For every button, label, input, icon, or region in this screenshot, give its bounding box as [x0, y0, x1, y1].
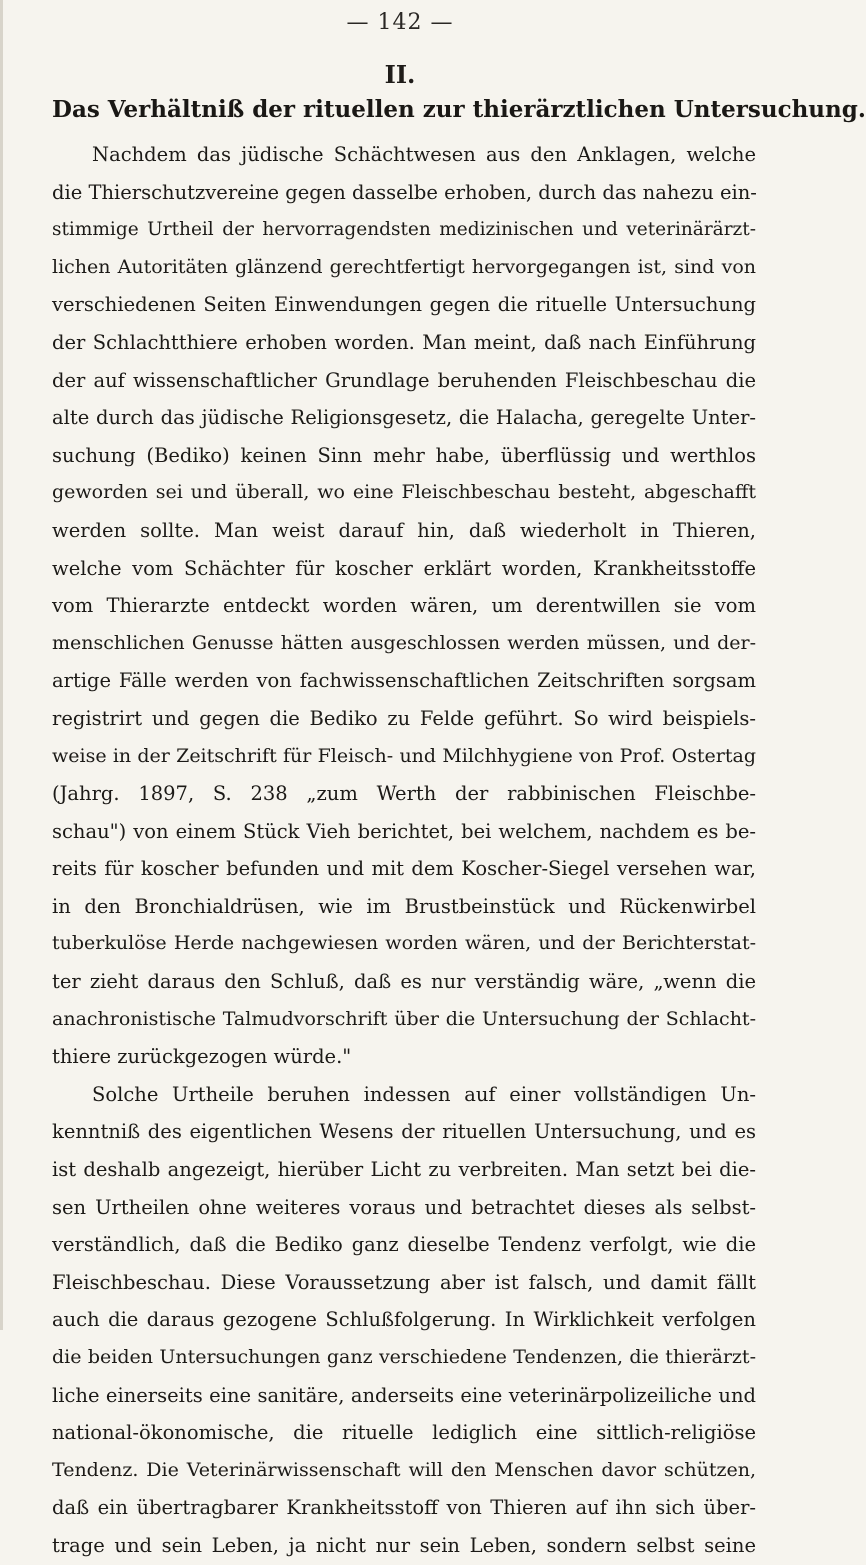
text-line: daß ein übertragbarer Krankheitsstoff von Thieren auf ihn sich über- — [52, 1496, 756, 1520]
text-line: ist deshalb angezeigt, hierüber Licht zu verbreiten. Man setzt bei die- — [52, 1158, 756, 1182]
text-line: artige Fälle werden von fachwissenschaftlichen Zeitschriften sorgsam — [52, 669, 756, 693]
text-line: Solche Urtheile beruhen indessen auf einer vollständigen Un- — [92, 1082, 756, 1106]
text-line: (Jahrg. 1897, S. 238 „zum Werth der rabbinischen Fleischbe- — [52, 782, 756, 806]
text-line: die Thierschutzvereine gegen dasselbe erhoben, durch das nahezu ein- — [52, 180, 757, 204]
text-line: welche vom Schächter für koscher erklärt worden, Krankheitsstoffe — [52, 556, 756, 580]
text-line: der Schlachtthiere erhoben worden. Man meint, daß nach Einführung — [52, 330, 756, 354]
text-line: schau") von einem Stück Vieh berichtet, bei welchem, nachdem es be- — [52, 819, 756, 843]
text-line: reits für koscher befunden und mit dem Koscher-Siegel versehen war, — [52, 857, 756, 881]
text-line: die beiden Untersuchungen ganz verschiedene Tendenzen, die thierärzt- — [52, 1346, 756, 1368]
text-line: liche einerseits eine sanitäre, anderseits eine veterinärpolizeiliche und — [52, 1383, 756, 1407]
text-line: geworden sei und überall, wo eine Fleischbeschau besteht, abgeschafft — [52, 481, 756, 504]
text-line: verschiedenen Seiten Einwendungen gegen die rituelle Untersuchung — [52, 293, 756, 317]
text-line: lichen Autoritäten glänzend gerechtfertigt hervorgegangen ist, sind von — [52, 255, 756, 278]
text-line: in den Bronchialdrüsen, wie im Brustbeinstück und Rückenwirbel — [52, 894, 756, 918]
section-number: II. — [384, 60, 416, 89]
page-number: — 142 — — [346, 10, 454, 35]
text-line: suchung (Bediko) keinen Sinn mehr habe, überflüssig und werthlos — [52, 443, 756, 467]
text-line: tuberkulöse Herde nachgewiesen worden wären, und der Berichterstat- — [52, 932, 756, 955]
section-title: Das Verhältniß der rituellen zur thierärztlichen Untersuchung. — [52, 96, 866, 123]
text-line: auch die daraus gezogene Schlußfolgerung. In Wirklichkeit verfolgen — [52, 1308, 756, 1332]
text-line: anachronistische Talmudvorschrift über die Untersuchung der Schlacht- — [52, 1007, 756, 1030]
text-line: verständlich, daß die Bediko ganz dieselbe Tendenz verfolgt, wie die — [52, 1233, 756, 1257]
text-line: weise in der Zeitschrift für Fleisch- und Milchhygiene von Prof. Ostertag — [52, 744, 756, 767]
text-line: national-ökonomische, die rituelle lediglich eine sittlich-religiöse — [52, 1421, 756, 1445]
text-line: sen Urtheilen ohne weiteres voraus und betrachtet dieses als selbst- — [52, 1195, 756, 1219]
scan-edge — [0, 0, 3, 1330]
text-line: Nachdem das jüdische Schächtwesen aus den Anklagen, welche — [92, 143, 756, 166]
text-line: vom Thierarzte entdeckt worden wären, um derentwillen sie vom — [52, 594, 756, 618]
body-text — [52, 136, 756, 1565]
text-line: Fleischbeschau. Diese Voraussetzung aber ist falsch, und damit fällt — [52, 1270, 756, 1294]
text-line: ter zieht daraus den Schluß, daß es nur verständig wäre, „wenn die — [52, 970, 756, 994]
text-line: werden sollte. Man weist darauf hin, daß wiederholt in Thieren, — [52, 518, 756, 542]
text-line: trage und sein Leben, ja nicht nur sein Leben, sondern selbst seine — [52, 1533, 756, 1557]
text-line: menschlichen Genusse hätten ausgeschlossen werden müssen, und der- — [52, 631, 756, 654]
text-line: alte durch das jüdische Religionsgesetz, die Halacha, geregelte Unter- — [52, 406, 756, 430]
text-line: thiere zurückgezogen würde." — [52, 1045, 352, 1069]
text-line: kenntniß des eigentlichen Wesens der rituellen Untersuchung, und es — [52, 1120, 756, 1144]
text-line: Tendenz. Die Veterinärwissenschaft will den Menschen davor schützen, — [52, 1458, 756, 1481]
text-line: der auf wissenschaftlicher Grundlage beruhenden Fleischbeschau die — [52, 368, 756, 392]
text-line: stimmige Urtheil der hervorragendsten medizinischen und veterinärärzt- — [52, 219, 756, 241]
text-line: registrirt und gegen die Bediko zu Felde geführt. So wird beispiels- — [52, 706, 756, 730]
